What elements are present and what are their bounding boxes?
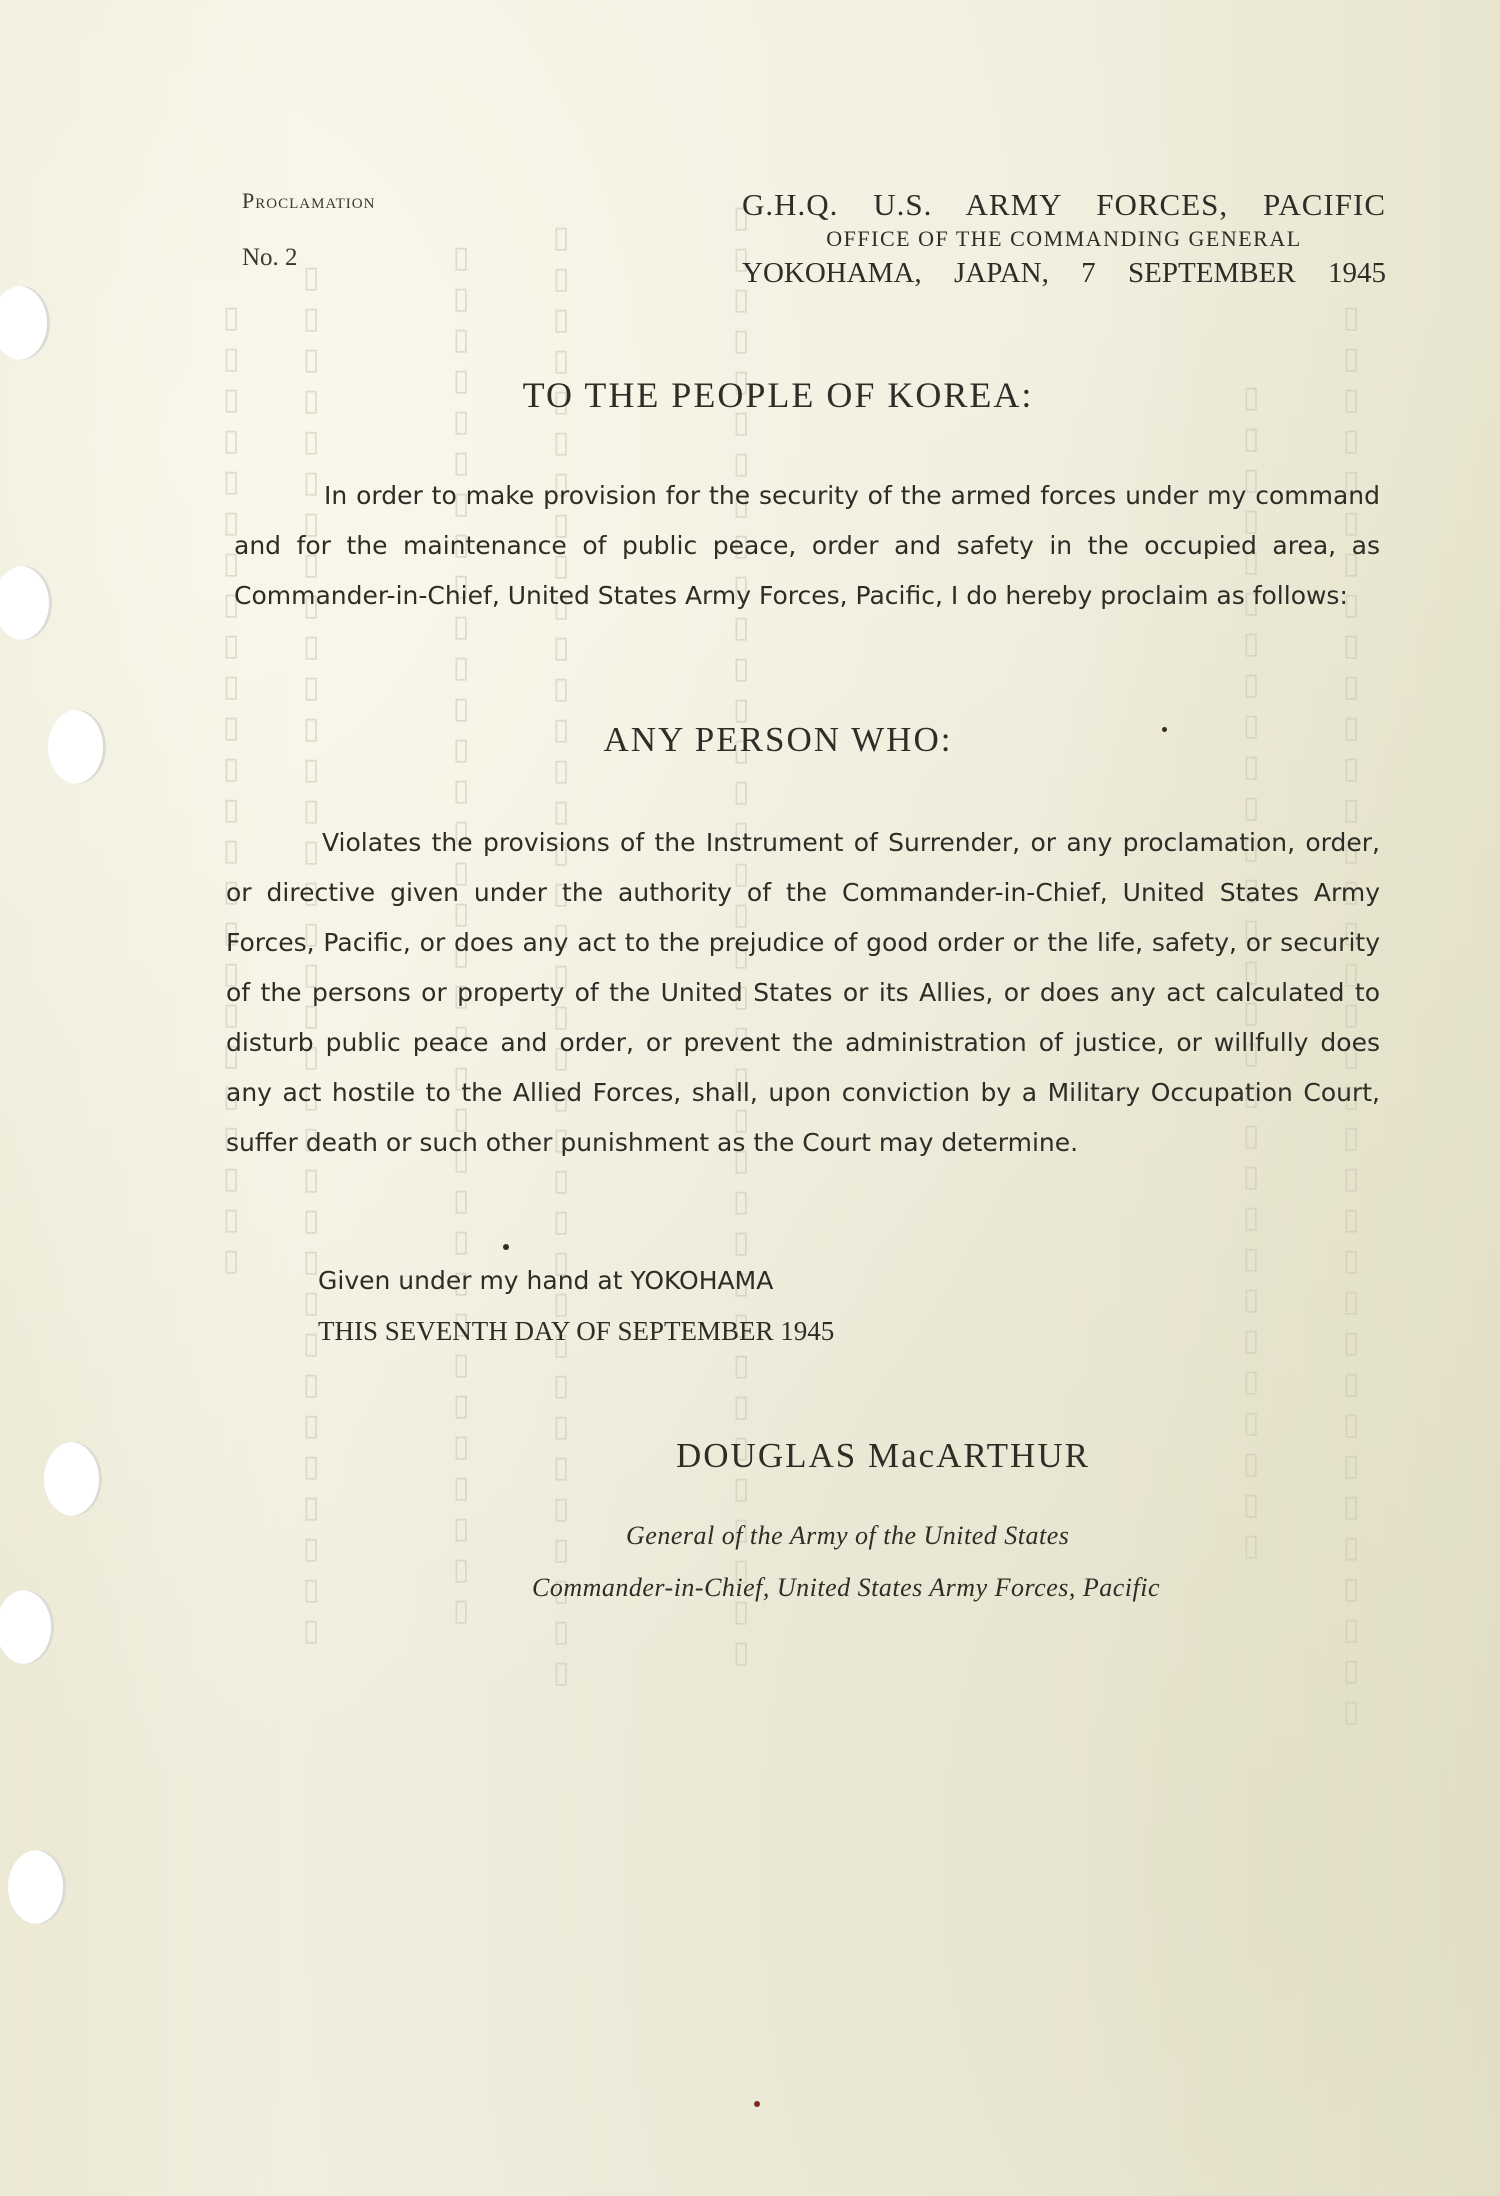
signatory-name: DOUGLAS MacARTHUR <box>676 1436 1090 1475</box>
bleed-through-text: ▯▯▯▯▯▯▯▯▯▯▯▯▯▯▯▯▯▯▯▯▯▯▯▯ <box>213 300 249 1284</box>
location-date-line: YOKOHAMA, JAPAN, 7 SEPTEMBER 1945 <box>742 257 1386 289</box>
bleed-through-text: ▯▯▯▯▯▯▯▯▯▯▯▯▯▯▯▯▯▯▯▯▯▯▯▯▯▯▯▯▯▯▯▯▯▯▯ <box>1333 300 1369 1735</box>
punch-hole <box>0 1590 54 1664</box>
salutation-heading: TO THE PEOPLE OF KOREA: <box>522 375 1034 415</box>
proclamation-label: Proclamation <box>242 188 376 213</box>
ink-speck <box>1162 727 1167 732</box>
subheading: ANY PERSON WHO: <box>603 720 953 759</box>
bleed-through-text: ▯▯▯▯▯▯▯▯▯▯▯▯▯▯▯▯▯▯▯▯▯▯▯▯▯▯▯▯▯▯▯▯▯▯▯▯ <box>723 200 759 1676</box>
office-line: OFFICE OF THE COMMANDING GENERAL <box>826 226 1302 251</box>
hq-line: G.H.Q. U.S. ARMY FORCES, PACIFIC <box>742 187 1386 222</box>
body-paragraph: Violates the provisions of the Instrument of Surrender, or any proclamation, order, or directive given under the authority of the Commander-in-Chief, United States Army Forces, Pacific, or does any act to the prejudice of good order or the life, safety, or security of the persons or property of the United States or its Allies, or does any act calculated to disturb public peace and order, or prevent the administration of justice, or willfully does any act hostile to the Allied Forces, shall, upon conviction by a Military Occupation Court, suffer death or such other punishment as the Court may determine. <box>226 828 1380 1157</box>
punch-hole <box>8 1850 66 1924</box>
letterhead <box>742 186 1386 292</box>
punch-hole <box>0 286 50 360</box>
signatory-title: General of the Army of the United States <box>626 1521 1070 1550</box>
ink-speck <box>503 1244 509 1250</box>
bleed-through-text: ▯▯▯▯▯▯▯▯▯▯▯▯▯▯▯▯▯▯▯▯▯▯▯▯▯▯▯▯▯▯▯▯▯▯ <box>443 240 479 1634</box>
intro-paragraph: In order to make provision for the security of the armed forces under my command and for the maintenance of public peace, order and safety in the occupied area, as Commander-in-Chief, United States Army Forces, Pacific, I do hereby proclaim as follows: <box>234 481 1380 610</box>
bleed-through-text: ▯▯▯▯▯▯▯▯▯▯▯▯▯▯▯▯▯▯▯▯▯▯▯▯▯▯▯▯▯▯▯▯▯▯▯▯ <box>543 220 579 1696</box>
punch-hole <box>0 566 52 640</box>
proclamation-number: No. 2 <box>242 244 298 271</box>
given-date-line: THIS SEVENTH DAY OF SEPTEMBER 1945 <box>318 1316 835 1346</box>
signatory-title: Commander-in-Chief, United States Army Forces, Pacific <box>532 1573 1160 1602</box>
bleed-through-text: ▯▯▯▯▯▯▯▯▯▯▯▯▯▯▯▯▯▯▯▯▯▯▯▯▯▯▯▯▯▯▯▯▯▯ <box>293 260 329 1654</box>
given-line: Given under my hand at YOKOHAMA <box>318 1266 774 1295</box>
bleed-through-text: ▯▯▯▯▯▯▯▯▯▯▯▯▯▯▯▯▯▯▯▯▯▯▯▯▯▯▯▯▯ <box>1233 380 1269 1569</box>
given-block <box>318 1256 834 1356</box>
ink-speck <box>754 2101 760 2107</box>
punch-hole <box>44 1442 102 1516</box>
